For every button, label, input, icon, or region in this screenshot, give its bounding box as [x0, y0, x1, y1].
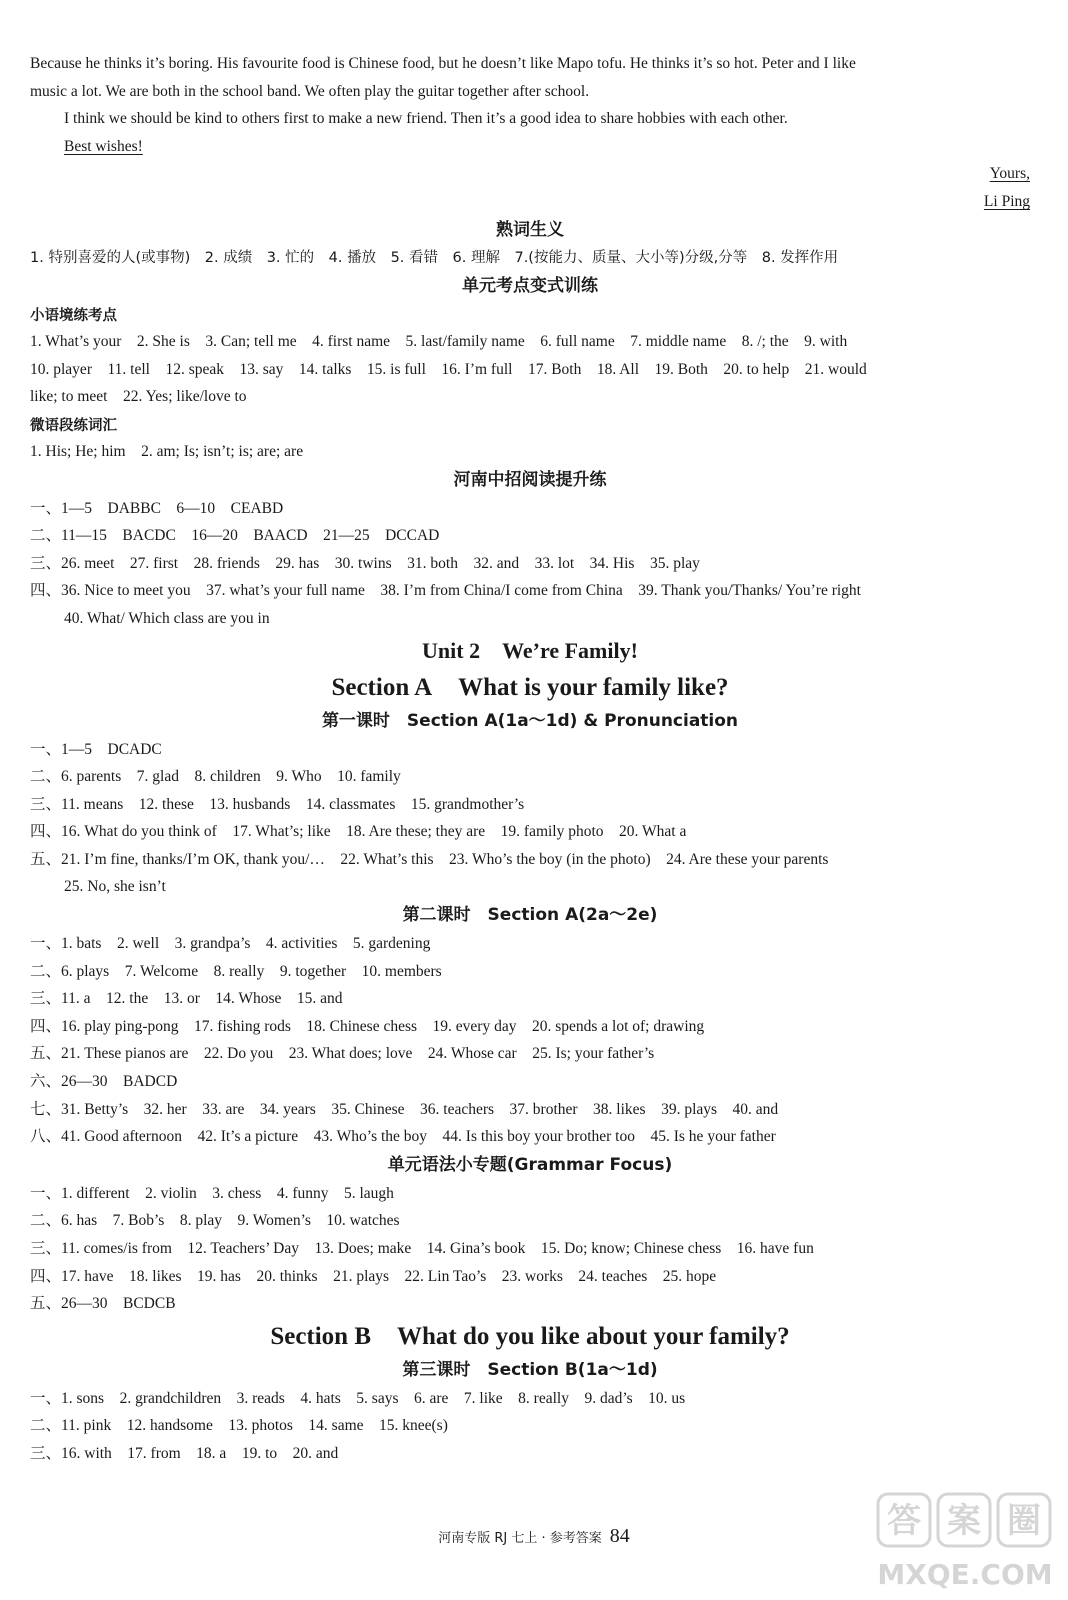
watermark-char: 圈 [1007, 1501, 1041, 1541]
lesson-title-3: 第三课时 Section B(1a～1d) [402, 1359, 658, 1380]
answer-line: 五、26—30 BCDCB [30, 1295, 176, 1313]
watermark-char: 答 [887, 1501, 921, 1541]
answer-line: 一、1—5 DCADC [30, 740, 162, 758]
grammar-focus-title: 单元语法小专题(Grammar Focus) [387, 1154, 673, 1175]
letter-closing [30, 133, 1030, 161]
section-b-title [30, 1318, 1030, 1356]
letter-line: Because he thinks it’s boring. His favourite food is Chinese food, but he doesn’t like Mapo tofu. He thinks it’s so hot. Peter and I like [30, 55, 856, 72]
signature-text: Li Ping [983, 192, 1030, 210]
answer-line: 1. His; He; him 2. am; Is; isn’t; is; are; are [30, 442, 304, 460]
answer-line: 二、11—15 BACDC 16—20 BAACD 21—25 DCCAD [30, 527, 440, 545]
section-title-danyuan: 单元考点变式训练 [462, 276, 598, 297]
answer-line: 四、17. have 18. likes 19. has 20. thinks 21. plays 22. Lin Tao’s 23. works 24. teaches 25. hope [30, 1267, 717, 1285]
answer-line: like; to meet 22. Yes; like/love to [30, 388, 247, 406]
answer-line: 一、1—5 DABBC 6—10 CEABD [30, 499, 284, 517]
answer-page [30, 50, 1030, 1468]
section-b-label: Section B [270, 1322, 372, 1350]
watermark-char: 案 [947, 1501, 981, 1541]
closing-text: Best wishes! [64, 137, 143, 155]
answer-line: 10. player 11. tell 12. speak 13. say 14. talks 15. is full 16. I’m full 17. Both 18. All 19. Both 20. to help 21. would [30, 360, 867, 378]
page-number: 84 [609, 1525, 630, 1547]
footer-label: 河南专版 RJ 七上 · 参考答案 [438, 1531, 602, 1546]
answer-line: 40. What/ Which class are you in [64, 609, 270, 627]
watermark-url: MXQE.COM [877, 1558, 1053, 1591]
answer-line: 三、16. with 17. from 18. a 19. to 20. and [30, 1444, 339, 1462]
answer-line: 二、6. has 7. Bob’s 8. play 9. Women’s 10. watches [30, 1212, 400, 1230]
section-a-title [30, 669, 1030, 707]
answer-line: 三、11. means 12. these 13. husbands 14. classmates 15. grandmother’s [30, 795, 525, 813]
letter-signoff [30, 160, 1030, 188]
answer-line: 八、41. Good afternoon 42. It’s a picture 43. Who’s the boy 44. Is this boy your brother too 45. Is he your father [30, 1128, 776, 1146]
letter-line: I think we should be kind to others first to make a new friend. Then it’s a good idea to share hobbies with each other. [64, 110, 788, 128]
answer-line: 五、21. These pianos are 22. Do you 23. What does; love 24. Whose car 25. Is; your father’s [30, 1045, 655, 1063]
section-a-question: What is your family like? [458, 673, 729, 701]
answer-line: 五、21. I’m fine, thanks/I’m OK, thank you/… 22. What’s this 23. Who’s the boy (in the photo) 24. Are these your parents [30, 850, 829, 868]
answer-line: 四、36. Nice to meet you 37. what’s your full name 38. I’m from China/I come from China 39. Thank you/Thanks/ You’re right [30, 582, 861, 600]
section-a-label: Section A [331, 673, 433, 701]
subsection-title: 微语段练词汇 [30, 417, 117, 434]
answer-line: 三、11. a 12. the 13. or 14. Whose 15. and [30, 990, 343, 1008]
section-title-shuci: 熟词生义 [496, 219, 564, 240]
answer-line: 25. No, she isn’t [64, 878, 166, 896]
unit-title: Unit 2 We’re Family! [422, 637, 638, 663]
answer-line: 1. 特别喜爱的人(或事物) 2. 成绩 3. 忙的 4. 播放 5. 看错 6. 理解 7.(按能力、质量、大小等)分级,分等 8. 发挥作用 [30, 249, 839, 266]
answer-line: 三、26. meet 27. first 28. friends 29. has 30. twins 31. both 32. and 33. lot 34. His 35. play [30, 554, 700, 572]
answer-line: 1. What’s your 2. She is 3. Can; tell me 4. first name 5. last/family name 6. full name 7. middle name 8. /; the 9. with [30, 333, 848, 351]
answer-line: 一、1. different 2. violin 3. chess 4. funny 5. laugh [30, 1184, 394, 1202]
answer-line: 一、1. bats 2. well 3. grandpa’s 4. activities 5. gardening [30, 935, 431, 953]
answer-line: 二、11. pink 12. handsome 13. photos 14. same 15. knee(s) [30, 1417, 448, 1435]
lesson-title-2: 第二课时 Section A(2a～2e) [402, 905, 658, 926]
answer-line: 一、1. sons 2. grandchildren 3. reads 4. hats 5. says 6. are 7. like 8. really 9. dad’s 10. us [30, 1389, 686, 1407]
answer-line: 二、6. plays 7. Welcome 8. really 9. together 10. members [30, 962, 442, 980]
answer-line: 七、31. Betty’s 32. her 33. are 34. years 35. Chinese 36. teachers 37. brother 38. likes 39. plays 40. and [30, 1100, 779, 1118]
letter-signature [30, 188, 1030, 216]
subsection-title: 小语境练考点 [30, 308, 117, 325]
section-title-henan: 河南中招阅读提升练 [453, 469, 607, 490]
letter-line: music a lot. We are both in the school band. We often play the guitar together after school. [30, 82, 590, 100]
answer-line: 四、16. What do you think of 17. What’s; like 18. Are these; they are 19. family photo 20. What a [30, 823, 687, 841]
answer-line: 六、26—30 BADCD [30, 1073, 178, 1091]
lesson-title-1: 第一课时 Section A(1a～1d) & Pronunciation [321, 710, 739, 731]
section-b-question: What do you like about your family? [397, 1322, 790, 1350]
watermark-logo [870, 1488, 1060, 1596]
answer-line: 二、6. parents 7. glad 8. children 9. Who 10. family [30, 768, 401, 786]
signoff-text: Yours, [989, 165, 1030, 183]
answer-line: 三、11. comes/is from 12. Teachers’ Day 13. Does; make 14. Gina’s book 15. Do; know; Chinese chess 16. have fun [30, 1240, 814, 1257]
answer-line: 四、16. play ping-pong 17. fishing rods 18. Chinese chess 19. every day 20. spends a lot of; drawing [30, 1017, 705, 1035]
